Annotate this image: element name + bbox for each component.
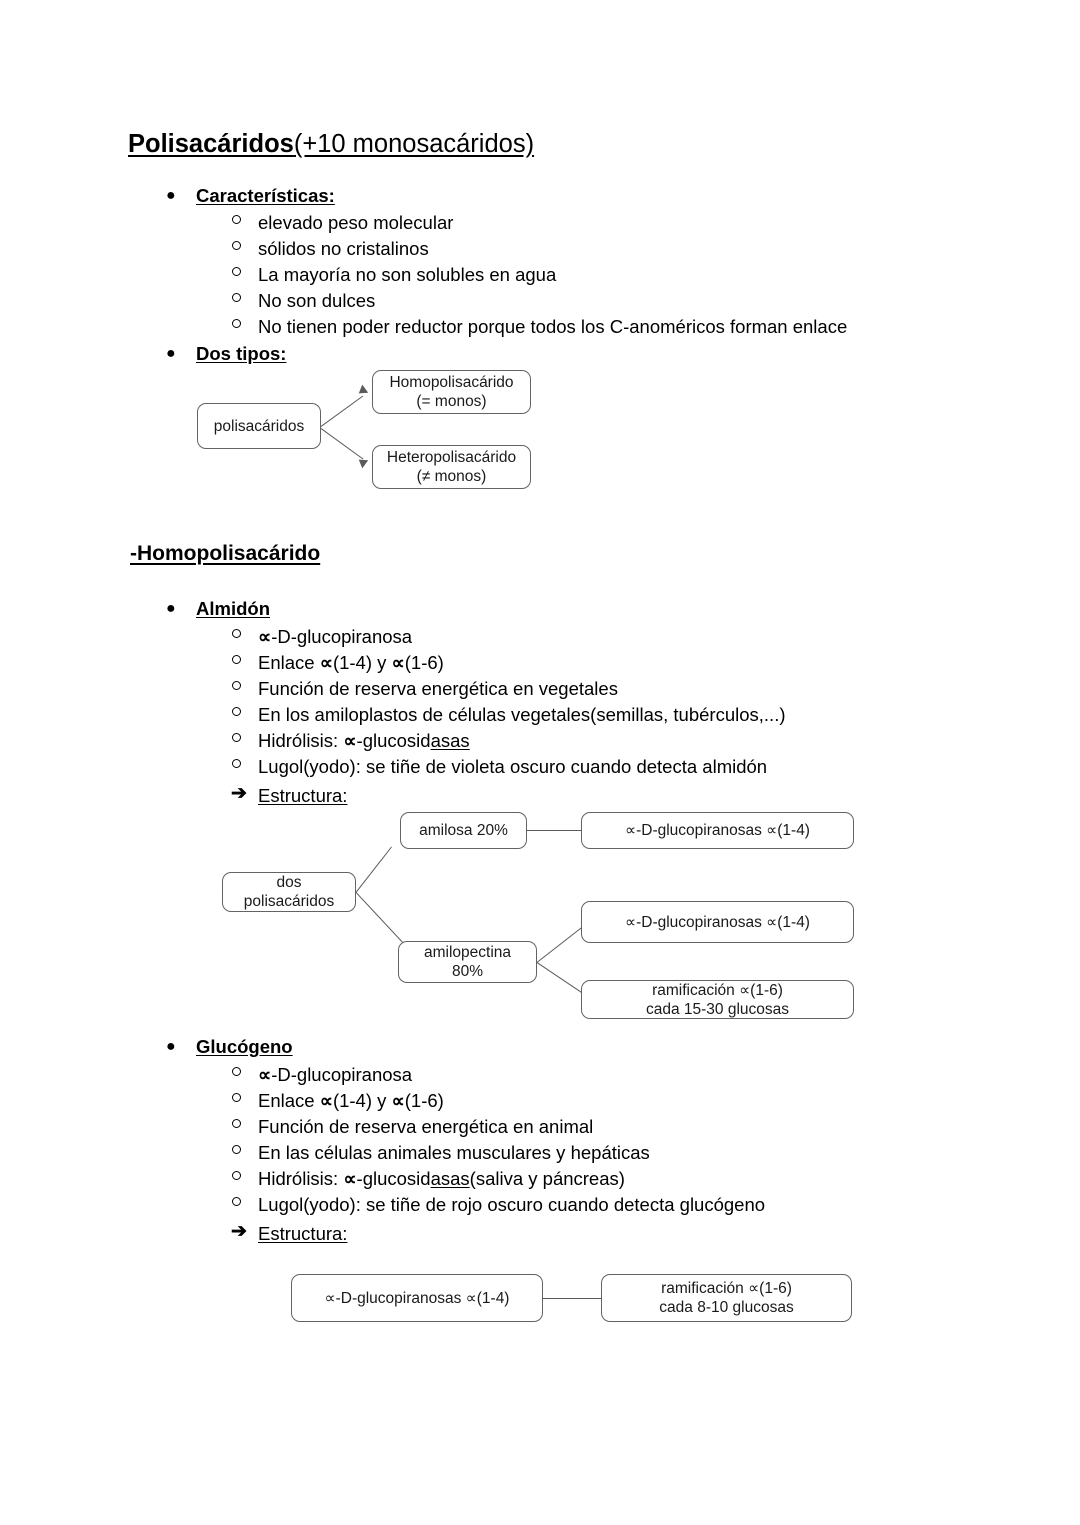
list-item-text-underlined: asas: [430, 730, 470, 751]
list-item-label: Lugol(yodo): se tiñe de rojo oscuro cuando detecta glucógeno: [258, 1194, 766, 1215]
list-item-text-post: (1-4) y: [332, 652, 392, 673]
list-item-label: Lugol(yodo): se tiñe de violeta oscuro cuando detecta almidón: [258, 756, 768, 777]
estructura-label: Estructura:: [258, 1223, 348, 1244]
alpha-symbol: ∝: [343, 730, 357, 751]
list-item-text: -D-glucopiranosa: [271, 626, 413, 647]
list-item-text-pre: Enlace: [258, 1090, 320, 1111]
list-item-text-post: (1-4) y: [332, 1090, 392, 1111]
node-dos-polisacaridos: [222, 872, 356, 912]
node-label: amilosa 20%: [419, 822, 508, 839]
node-label-line1: Homopolisacárido: [389, 374, 514, 391]
list-item-text-pre: Enlace: [258, 652, 320, 673]
node-label-line1: amilopectina: [423, 944, 512, 961]
bullet-icon: ●: [166, 600, 176, 617]
list-item-label: No tienen poder reductor porque todos los C-anoméricos forman enlace: [258, 316, 848, 337]
node-label-line1: Heteropolisacárido: [386, 449, 517, 466]
node-label: ∝-D-glucopiranosas ∝(1-4): [324, 1289, 510, 1307]
alpha-symbol: ∝: [258, 626, 272, 647]
node-amilopectina-detalle-1: [581, 901, 854, 943]
almidon-label: Almidón: [196, 598, 270, 619]
alpha-symbol: ∝: [319, 1090, 333, 1111]
list-item-label: La mayoría no son soluble​s en agua: [258, 264, 557, 285]
node-label-line2: cada 8-10 glucosas: [659, 1299, 794, 1316]
edge-glucopiranosas-to-ramificacion: [543, 1298, 602, 1299]
node-label-line1: ramificación ∝(1-6): [661, 1280, 792, 1297]
bullet-icon: ●: [166, 187, 176, 204]
list-item-label: En los amiloplastos de células vegetales(semillas, tubérculos,...): [258, 704, 786, 725]
list-item-text: -D-glucopiranosa: [271, 1064, 413, 1085]
node-label: polisacáridos: [213, 417, 305, 435]
node-amilopectina: [398, 941, 537, 983]
node-glucopiranosas: [291, 1274, 543, 1322]
dos-tipos-label: Dos tipos:: [196, 343, 287, 364]
bullet-icon: ●: [166, 345, 176, 362]
node-ramificacion: [601, 1274, 852, 1322]
alpha-symbol: ∝: [319, 652, 333, 673]
page-title-bold: Polisacáridos: [128, 130, 294, 158]
list-item-text-pre: Hidrólisis:: [258, 730, 344, 751]
alpha-symbol: ∝: [391, 1090, 405, 1111]
node-label: ∝-D-glucopiranosas ∝(1-4): [625, 913, 810, 931]
edge-amilosa-to-detalle: [527, 830, 582, 831]
list-item-label: sólidos no cristalinos: [258, 238, 429, 259]
node-homopolisacarido: [372, 370, 531, 414]
section-title-homopolisacarido: -Homopolisacárido: [130, 542, 321, 565]
list-item-text-post: -glucosid: [356, 1168, 431, 1189]
node-label-line2: (≠ monos): [416, 468, 487, 485]
node-heteropolisacarido: [372, 445, 531, 489]
caracteristicas-label: Características:: [196, 185, 335, 206]
bullet-icon: ●: [166, 1038, 176, 1055]
alpha-symbol: ∝: [343, 1168, 357, 1189]
list-item-label: elevado peso molecular: [258, 212, 454, 233]
list-item-label: Función de reserva energética en vegetales: [258, 678, 618, 699]
alpha-symbol: ∝: [258, 1064, 272, 1085]
node-label: ∝-D-glucopiranosas ∝(1-4): [625, 822, 810, 839]
list-item-text-post2: (1-6): [404, 1090, 444, 1111]
list-item-text-tail: (saliva y páncreas): [469, 1168, 625, 1189]
node-label-line2: (= monos): [416, 393, 487, 410]
list-item-label: Función de reserva energética en animal: [258, 1116, 594, 1137]
list-item-text-underlined: asas: [430, 1168, 470, 1189]
estructura-label: Estructura:: [258, 785, 348, 806]
page-title-regular: (+10 monosacáridos): [293, 130, 535, 158]
node-label-line1: ramificación ∝(1-6): [652, 981, 783, 999]
list-item-text-post2: (1-6): [404, 652, 444, 673]
arrow-right-icon: ➔: [231, 783, 247, 804]
node-label-line2: cada 15-30 glucosas: [645, 1000, 790, 1018]
list-item-text-pre: Hidrólisis:: [258, 1168, 344, 1189]
node-label-line2: 80%: [451, 963, 484, 980]
glucogeno-label: Glucógeno: [196, 1036, 293, 1057]
node-label-line1: dos: [276, 874, 302, 891]
node-amilopectina-detalle-2: [581, 980, 854, 1019]
list-item-text-post: -glucosid: [356, 730, 431, 751]
node-label-line2: polisacáridos: [243, 893, 335, 910]
list-item-label: No son dulces: [258, 290, 376, 311]
node-amilosa-detalle: [581, 812, 854, 849]
list-item-label: En las células animales musculares y hepáticas: [258, 1142, 650, 1163]
alpha-symbol: ∝: [391, 652, 405, 673]
arrow-right-icon: ➔: [231, 1221, 247, 1242]
node-polisacaridos: [197, 403, 321, 449]
node-amilosa: [400, 812, 527, 849]
